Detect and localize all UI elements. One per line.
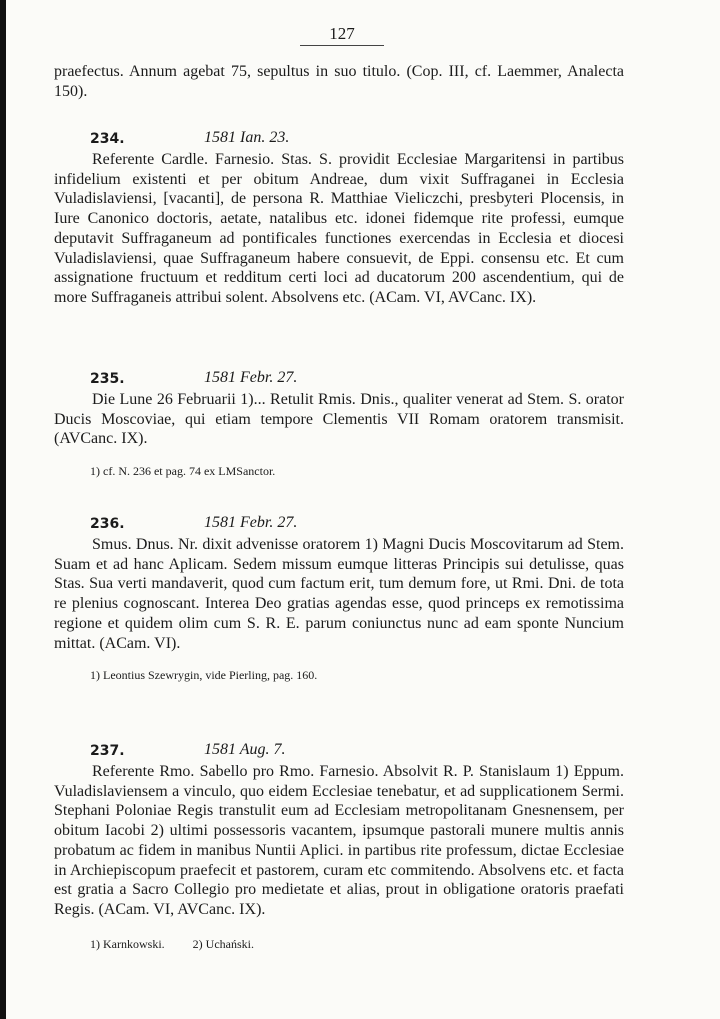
entry-date: 1581 Ian. 23. <box>204 129 290 146</box>
entry-text: Referente Rmo. Sabello pro Rmo. Farnesio. Absolvit R. P. Stanislaum 1) Eppum. Vuladislaviensem a vinculo, quo eidem Ecclesiae tenebatur, et ad supplicationem Sermi. Stephani Poloniae Regis transtulit eum ad Ecclesiam metropolitanam Gnesnensem, per obitum Iacobi 2) ultimi possessoris vacantem, ipsumque pastorali munere multis annis probatum ac fidem in manibus Nuntii Aplici. in partibus rite professum, dictae Ecclesiae in Archiepiscopum praefecit et pastorem, curam etc commitendo. Absolvens etc. et facta est gratia a Sacro Collegio pro medietate et alias, prout in obligatione oratoris praefati Regis. (ACam. VI, AVCanc. IX). <box>54 763 624 918</box>
entry-text: Referente Cardle. Farnesio. Stas. S. providit Ecclesiae Margaritensi in partibus infidelium existenti et per obitum Andreae, dum vixit Suffraganei in Ecclesia Vuladislaviensi, [vacanti], de persona R. Matthiae Vieliczchi, presbyteri Plocensis, in Iure Canonico doctoris, aetate, natalibus etc. idonei fidemque rite professi, eumque deputavit Suffraganeum ad pontificales functiones exercendas in Ecclesia et diocesi Vuladislaviensi, quae Suffraganeum habere consuevit, de Eppi. consensu etc. Et cum assignatione fructuum et redditum certi loci ad ducatorum 200 ascendentium, qui de more Suffraganeis attribui solent. Absolvens etc. (ACam. VI, AVCanc. IX). <box>54 151 624 306</box>
entry-236 <box>54 513 624 683</box>
footnotes-line <box>54 936 624 952</box>
entry-header <box>54 368 624 390</box>
entry-text: Smus. Dnus. Nr. dixit advenisse oratorem 1) Magni Ducis Moscovitarum ad Stem. Suam et ad hanc Aplicam. Sedem missum eumque litteras Principis sui detulisse, quas Stas. Sua verti mandaverit, quod cum factum erit, tum demum fore, ut Rmi. Dni. de tota re plenius cognoscant. Interea Deo gratias agendas esse, quod princeps ex remotissima regione et quidem olim cum S. R. E. parum coniunctus nunc ad eam sponte Nuncium mittat. (ACam. VI). <box>54 536 624 652</box>
page-number: 127 <box>300 24 384 46</box>
intro-block <box>54 62 624 101</box>
entry-237 <box>54 740 624 952</box>
footnote: 2) Uchański. <box>192 936 254 951</box>
intro-paragraph: praefectus. Annum agebat 75, sepultus in suo titulo. (Cop. III, cf. Laemmer, Analecta 150). <box>54 63 624 100</box>
entry-number: 235. <box>90 371 125 387</box>
footnote: 1) cf. N. 236 et pag. 74 ex LMSanctor. <box>90 464 276 479</box>
footnote: 1) Karnkowski. <box>90 936 165 951</box>
entry-header <box>54 128 624 150</box>
entry-date: 1581 Febr. 27. <box>204 369 298 386</box>
entry-number: 234. <box>90 131 125 147</box>
entry-header <box>54 740 624 762</box>
entry-text: Die Lune 26 Februarii 1)... Retulit Rmis. Dnis., qualiter venerat ad Stem. S. orator Ducis Moscoviae, qui etiam tempore Clementis VII Romam oratorem transmisit. (AVCanc. IX). <box>54 391 624 448</box>
entry-235 <box>54 368 624 479</box>
entry-234 <box>54 128 624 308</box>
scan-edge <box>0 0 6 1019</box>
entry-header <box>54 513 624 535</box>
entry-date: 1581 Aug. 7. <box>204 741 286 758</box>
footnote: 1) Leontius Szewrygin, vide Pierling, pag. 160. <box>90 668 318 683</box>
entry-number: 237. <box>90 743 125 759</box>
entry-number: 236. <box>90 516 125 532</box>
entry-date: 1581 Febr. 27. <box>204 514 298 531</box>
